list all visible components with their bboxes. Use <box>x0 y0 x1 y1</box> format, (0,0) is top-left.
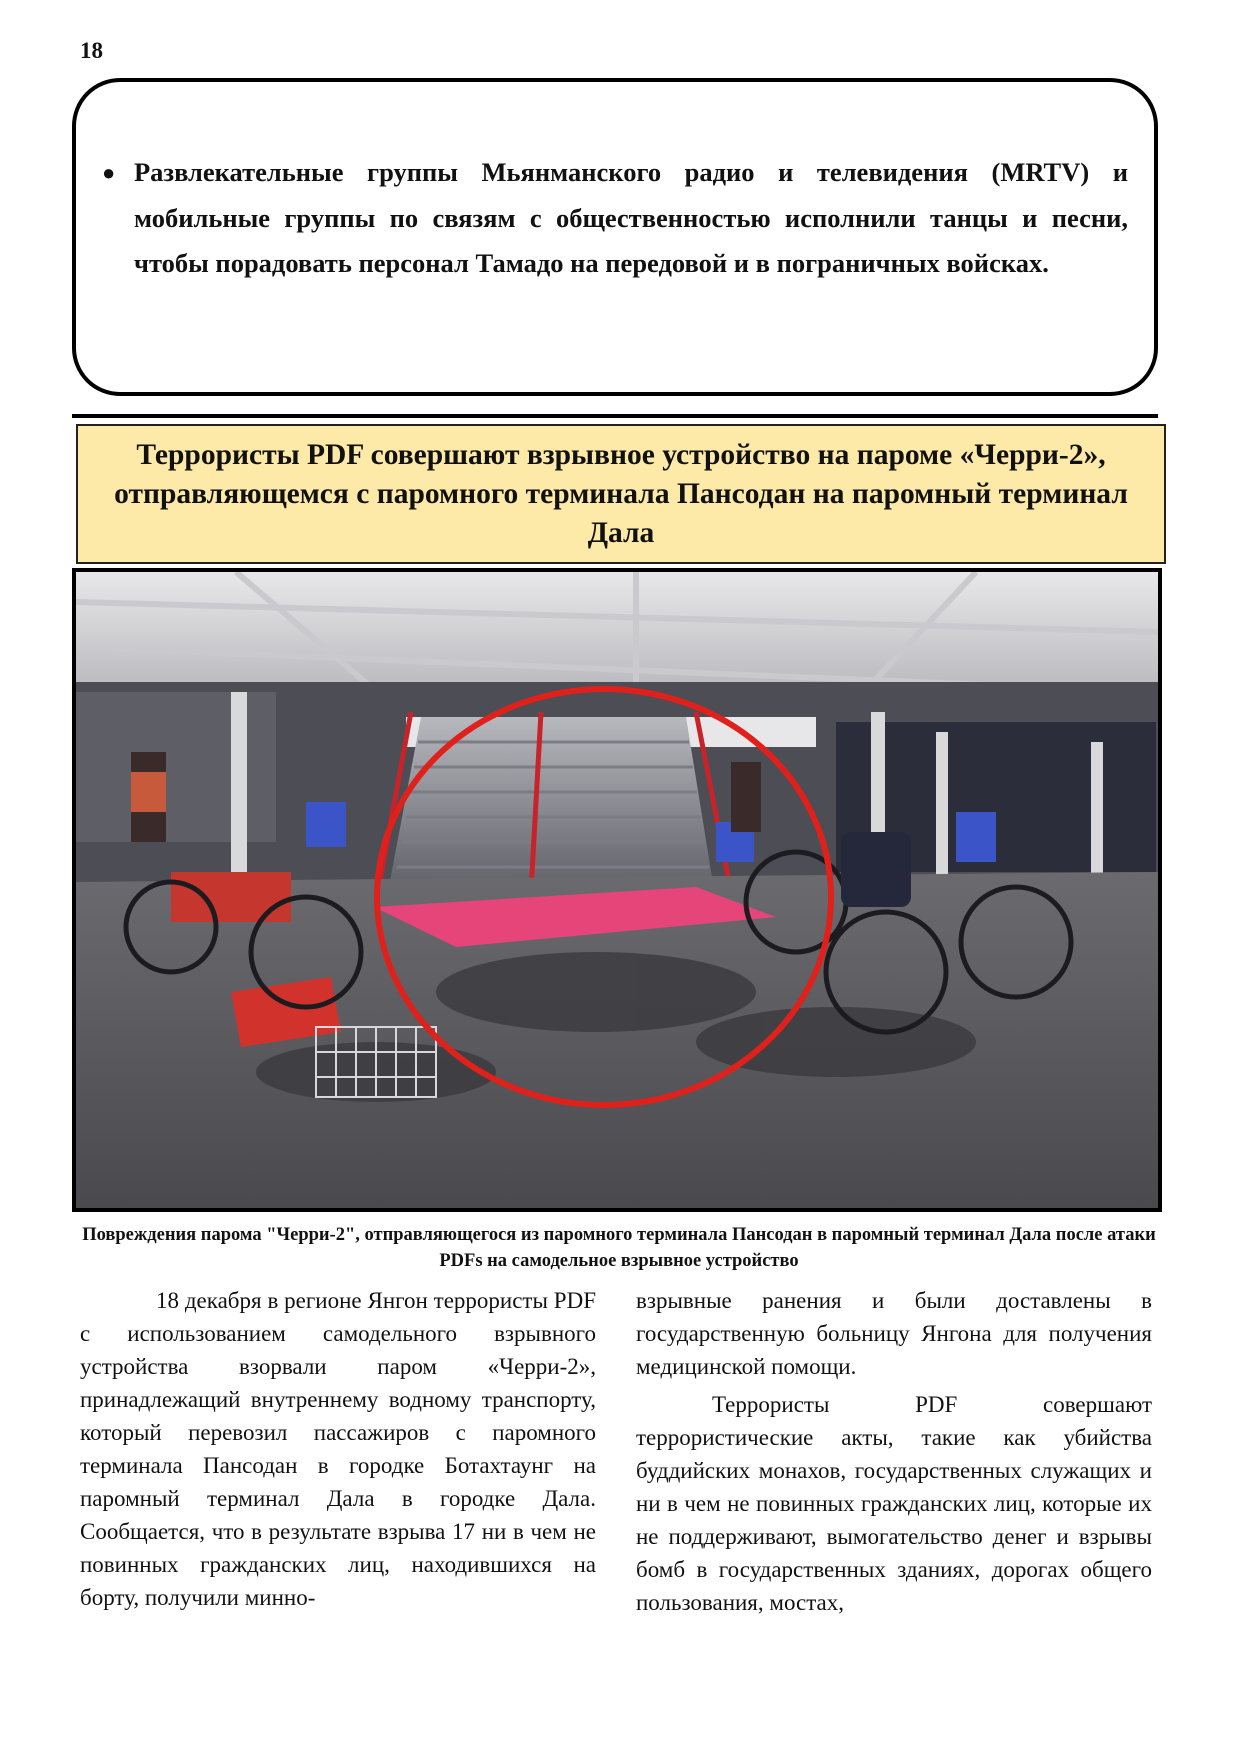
bullet-icon: ● <box>102 160 116 185</box>
info-box <box>72 78 1158 396</box>
article-paragraph: 18 декабря в регионе Янгон террористы PDF с использованием самодельного взрывного устройства взорвали паром «Черри-2», принадлежащий внутреннему водному транспорту, который перевозил пассажиров с паромного терминала Пансодан в городке Ботахтаунг на паромный терминал Дала в городке Дала. Сообщается, что в результате взрыва 17 ни в чем не повинных гражданских лиц, находившихся на борту, получили минно- <box>80 1288 596 1610</box>
photo-caption: Повреждения парома "Черри-2", отправляющегося из паромного терминала Пансодан в паромный терминал Дала после атаки PDFs на самодельное взрывное устройство <box>82 1225 1156 1271</box>
info-bullet-item <box>102 150 1128 287</box>
headline-box <box>76 424 1166 564</box>
info-bullet-text: Развлекательные группы Мьянманского радио и телевидения (MRTV) и мобильные группы по связям с общественностью исполнили танцы и песни, чтобы порадовать персонал Тамадо на передовой и в пограничных войсках. <box>134 157 1128 278</box>
article-column-right <box>636 1284 1152 1619</box>
page-number: 18 <box>80 38 103 63</box>
section-divider <box>72 414 1158 418</box>
article-paragraph: Террористы PDF совершают террористические акты, такие как убийства буддийских монахов, государственных служащих и ни в чем не повинных гражданских лиц, которые их не поддерживают, вымогательство денег и взрывы бомб в государственных зданиях, дорогах общего пользования, мостах, <box>636 1392 1152 1615</box>
article-paragraph-continued: взрывные ранения и были доставлены в государственную больницу Янгона для получения медицинской помощи. <box>636 1288 1152 1379</box>
photo-illustration <box>76 572 1158 1208</box>
article-headline: Террористы PDF совершают взрывное устройство на пароме «Черри-2», отправляющемся с паромного терминала Пансодан на паромный терминал Дала <box>114 438 1128 549</box>
ferry-damage-photo <box>72 568 1162 1212</box>
info-bullet-list <box>102 150 1128 287</box>
article-column-left <box>80 1284 596 1614</box>
